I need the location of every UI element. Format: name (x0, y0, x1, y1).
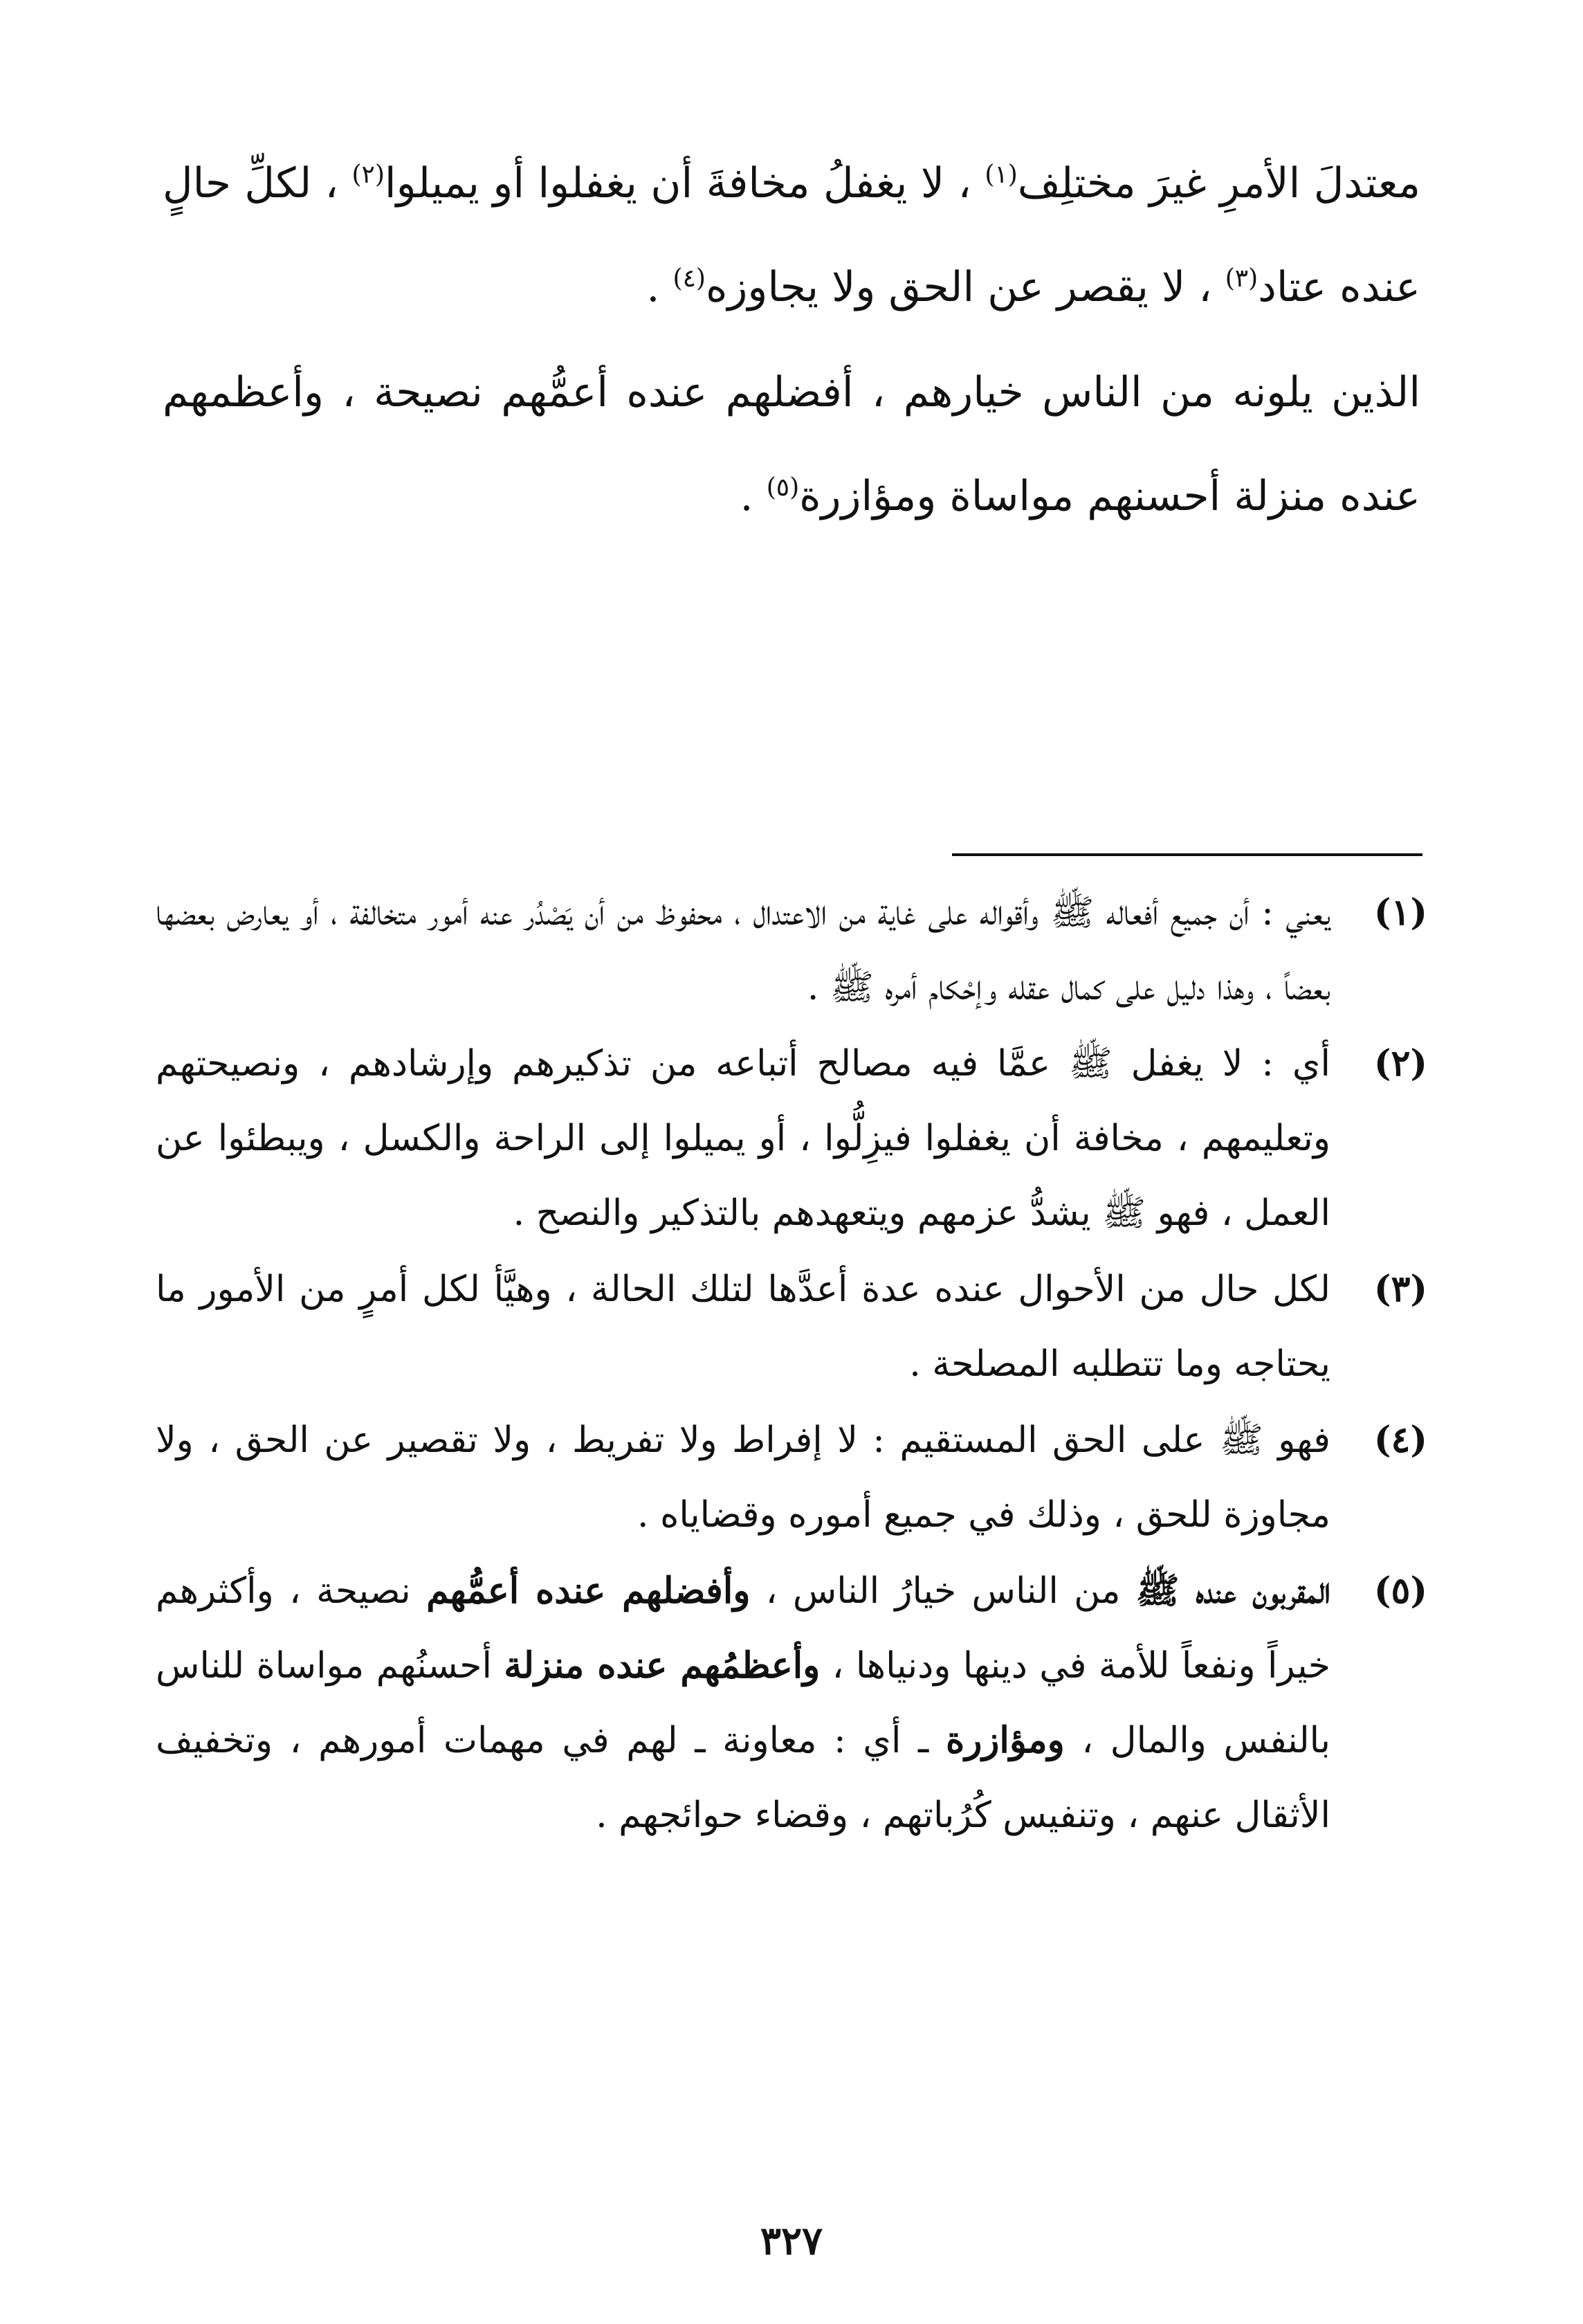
footnotes (156, 875, 1427, 1854)
paragraph-1-part-4: ، لا يقصر عن الحق ولا يجاوزه (705, 263, 1225, 311)
footnote-ref-5: (٥) (766, 473, 800, 502)
footnote-number: (١) (1373, 891, 1427, 934)
paragraph-1-part-2: ، لا يغفلُ مخافةَ أن يغفلوا أو يميلوا (384, 159, 985, 208)
footnote-4 (156, 1403, 1427, 1552)
footnote-2 (156, 1026, 1427, 1251)
paragraph-1-part-3: ، لكلِّ حالٍ عنده عتاد (163, 159, 1420, 311)
footnote-ref-1: (١) (985, 161, 1018, 189)
paragraph-2-part-1: الذين يلونه من الناس خيارهم ، أفضلهم عنده أعمُّهم نصيحة ، وأعظمهم عنده منزلة أحسنهم مواساة ومؤازرة (163, 368, 1420, 520)
footnote-ref-2: (٢) (351, 161, 385, 189)
footnote-ref-4: (٤) (672, 264, 706, 293)
footnote-text: فهو ﷺ على الحق المستقيم : لا إفراط ولا تفريط ، ولا تقصير عن الحق ، ولا مجاوزة للحق ، وذلك في جميع أموره وقضاياه . (156, 1419, 1330, 1536)
footnote-text-part: نصيحة ، وأكثرهم خيراً ونفعاً للأمة في دينها ودنياها ، (156, 1570, 1330, 1687)
paragraph-1 (163, 131, 1420, 339)
footnote-5 (156, 1554, 1427, 1853)
footnote-text: يعني : أن جميع أفعاله ﷺ وأقواله على غاية من الاعتدال ، محفوظ من أن يَصْدُر عنه أمور متخالفة ، أو يعارض بعضها بعضاً ، وهذا دليل على كمال عقله وإحْكام أمره ﷺ . (156, 892, 1330, 1008)
footnote-number: (٣) (1373, 1268, 1427, 1310)
footnote-text: لكل حال من الأحوال عنده عدة أعدَّها لتلك الحالة ، وهيَّأ لكل أمرٍ من الأمور ما يحتاجه وما تتطلبه المصلحة . (156, 1269, 1330, 1385)
footnote-separator (952, 853, 1422, 856)
main-text (163, 131, 1420, 548)
footnote-text: أي : لا يغفل ﷺ عمَّا فيه مصالح أتباعه من تذكيرهم وإرشادهم ، ونصيحتهم وتعليمهم ، مخافة أن يغفلوا فيزِلُّوا ، أو يميلوا إلى الراحة والكسل ، ويبطئوا عن العمل ، فهو ﷺ يشدُّ عزمهم ويتعهدهم بالتذكير والنصح . (156, 1043, 1330, 1234)
footnote-text-part: أحسنُهم مواساة للناس بالنفس والمال ، (156, 1645, 1330, 1761)
page-number: ٣٢٧ (760, 2218, 823, 2264)
paragraph-1-part-5: . (646, 263, 673, 311)
footnote-number: (٤) (1373, 1419, 1427, 1461)
footnote-number: (٢) (1373, 1042, 1427, 1084)
footnote-1 (156, 875, 1427, 1025)
footnote-text-part: ـ أي : معاونة ـ لهم في مهمات أمورهم ، وتخفيف الأثقال عنهم ، وتنفيس كُرُباتهم ، وقضاء حوائجهم . (156, 1720, 1330, 1836)
paragraph-1-part-1: معتدلَ الأمرِ غيرَ مختلِف (1017, 159, 1420, 208)
paragraph-2-part-2: . (740, 472, 767, 520)
footnote-3 (156, 1252, 1427, 1401)
footnote-bold-phrase: ومؤازرة (945, 1719, 1065, 1761)
footnote-bold-phrase: وأعظمُهم عنده منزلة (504, 1644, 821, 1687)
paragraph-2 (163, 341, 1420, 548)
footnote-ref-3: (٣) (1225, 264, 1259, 293)
footnote-lead: المقربون عنده ﷺ (1135, 1570, 1330, 1612)
footnote-number: (٥) (1373, 1570, 1427, 1612)
footnote-bold-phrase: وأفضلهم عنده أعمُّهم (426, 1570, 751, 1612)
footnote-text-part: من الناس خيارُ الناس ، (750, 1570, 1136, 1612)
